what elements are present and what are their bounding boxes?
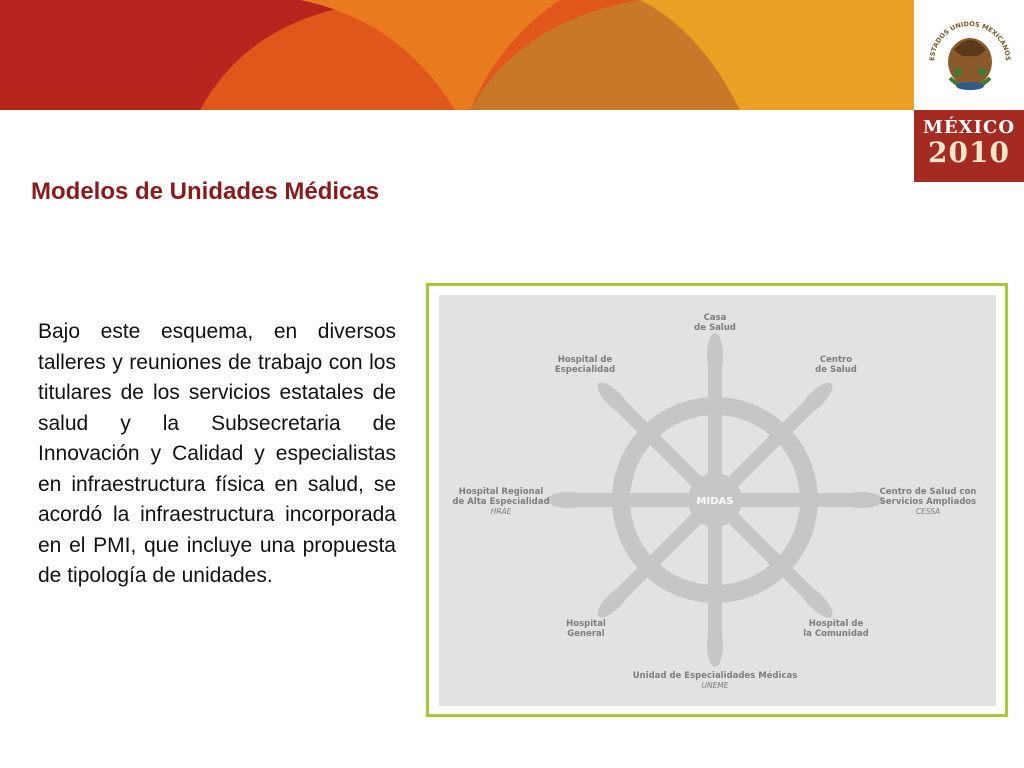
label-hrae-abbr: HRAE [490,507,512,516]
label-uneme-abbr: UNEME [701,681,729,690]
body-paragraph: Bajo este esquema, en diversos talleres y reuniones de trabajo con los titulares de los servicios estatales de salud y la Subsecretaria de Innovación y Calidad y especialistas en infraestructura física en salud, se acordó la infraestructura incorporada en el PMI, que incluye una propuesta de tipología de unidades. [38,320,396,587]
seal-text: ESTADOS UNIDOS MEXICANOS [927,19,1013,62]
label-hosp-com: Hospital de [808,619,864,629]
label-hosp-esp-2: Especialidad [554,365,616,375]
coat-of-arms [914,0,1024,110]
label-hosp-gen-2: General [567,629,605,639]
logo-word: MÉXICO [922,117,1016,138]
figure-frame [426,283,1008,717]
label-centro: Centro [819,355,853,365]
label-uneme: Unidad de Especialidades Médicas [632,671,798,681]
hub-label: MIDAS [696,496,734,507]
label-cessa: Centro de Salud con [879,487,977,497]
logo-year: 2010 [928,136,1010,169]
ship-wheel-graphic [439,295,996,706]
label-casa-2: de Salud [694,323,736,333]
label-hosp-gen: Hospital [566,619,606,629]
wheel-diagram [439,295,996,706]
label-cessa-abbr: CESSA [915,507,941,516]
coat-of-arms-icon [914,0,1024,110]
slide-title: Modelos de Unidades Médicas [31,178,380,205]
label-cessa-2: Servicios Ampliados [879,497,977,507]
header-banner [0,0,914,110]
banner-graphic [0,0,914,110]
label-hosp-com-2: la Comunidad [803,629,869,639]
mexico-2010-logo [914,110,1024,182]
label-hrae: Hospital Regional [458,487,544,497]
label-casa: Casa [703,313,727,323]
label-hosp-esp: Hospital de [557,355,613,365]
label-centro-2: de Salud [815,365,857,375]
label-hrae-2: de Alta Especialidad [452,497,550,507]
